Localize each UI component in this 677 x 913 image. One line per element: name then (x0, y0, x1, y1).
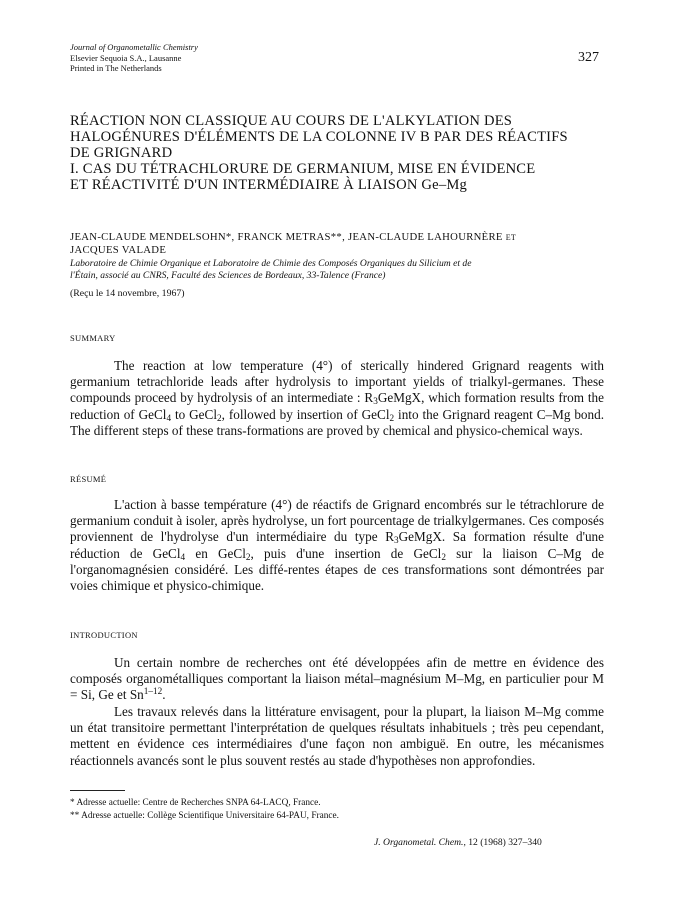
authors-line-2: JACQUES VALADE (70, 244, 167, 256)
summary-paragraph: The reaction at low temperature (4°) of sterically hindered Grignard reagents with germanium tetrachloride leads after hydrolysis to important yields of trialkyl-germanes. These compounds proceed by hydrolysis of an intermediate : $R_3GeMgX$, which formation results from the reduction of GeCl$_4$ to GeCl$_2$, followed by insertion of GeCl$_2$ into the Grignard reagent C–Mg bond. The different steps of these trans-formations are proved by chemical and physico-chemical ways. (70, 358, 605, 438)
footnote-1: * Adresse actuelle: Centre de Recherches SNPA 64-LACQ, France. (70, 798, 321, 808)
footnote-2: ** Adresse actuelle: Collège Scientifique Universitaire 64-PAU, France. (70, 810, 339, 821)
resume-paragraph: L'action à basse température (4°) de réactifs de Grignard encombrés sur le tétrachlorure de germanium conduit à isoler, après hydrolyse, un fort pourcentage de trialkylgermanes. Ces composés proviennent de l'hydrolyse d'un intermédiaire du type $R_3GeMgX$. Sa formation résulte d'une réduction de GeCl$_4$ en GeCl$_2$, puis d'une insertion de GeCl$_2$ sur la liaison C–Mg de l'organomagnésien considéré. Les diffé-rentes étapes de ces transformations sont démontrées par voies chimique et physico-chimique. (70, 497, 604, 594)
title-line-1: RÉACTION NON CLASSIQUE AU COURS DE L'ALKYLATION DES (70, 113, 513, 129)
title-line-4: I. CAS DU TÉTRACHLORURE DE GERMANIUM, MISE EN ÉVIDENCE (70, 161, 536, 177)
printed-line: Printed in The Netherlands (70, 63, 162, 73)
journal-header (70, 42, 198, 74)
authors-line-1: JEAN-CLAUDE MENDELSOHN*, FRANCK METRAS**, JEAN-CLAUDE LAHOURNÈRE (70, 231, 503, 243)
journal-citation: J. Organometal. Chem., 12 (1968) 327–340 (374, 837, 542, 848)
title-line-3: DE GRIGNARD (70, 145, 173, 161)
title-line-2: HALOGÉNURES D'ÉLÉMENTS DE LA COLONNE IV B PAR DES RÉACTIFS (70, 129, 568, 145)
journal-name: Journal of Organometallic Chemistry (70, 42, 198, 52)
received-date: (Reçu le 14 novembre, 1967) (70, 288, 185, 299)
author-list (70, 231, 615, 257)
title-line-5: ET RÉACTIVITÉ D'UN INTERMÉDIAIRE À LIAISON Ge–Mg (70, 177, 468, 193)
footnotes (70, 797, 339, 822)
introduction-heading: INTRODUCTION (70, 630, 138, 640)
affiliation-line-2: l'Étain, associé au CNRS, Faculté des Sciences de Bordeaux, 33-Talence (France) (70, 270, 386, 281)
introduction-paragraph-2: Les travaux relevés dans la littérature envisagent, pour la plupart, la liaison M–Mg comme un état transitoire permettant l'interprétation de quelques résultats inhabituels ; très peu cependant, mettent en évidence ces intermédiaires d'une façon non ambiguë. En outre, les mécanismes réactionnels avancés sont le plus souvent restés au stade d'hypothèses non approfondies. (70, 704, 604, 768)
summary-heading: SUMMARY (70, 333, 116, 343)
authors-conjunction: ET (505, 233, 517, 242)
affiliation (70, 258, 615, 282)
introduction-paragraph-1: Un certain nombre de recherches ont été développées afin de mettre en évidence des composés organométalliques comportant la liaison métal–magnésium M–Mg, en particulier pour M = Si, Ge et Sn$^{1-12}$. (70, 655, 604, 703)
publisher-line: Elsevier Sequoia S.A., Lausanne (70, 52, 182, 63)
page-number: 327 (578, 50, 599, 65)
resume-heading: RÉSUMÉ (70, 474, 107, 484)
article-title (70, 113, 615, 193)
affiliation-line-1: Laboratoire de Chimie Organique et Laboratoire de Chimie des Composés Organiques du Silicium et de (70, 258, 472, 269)
footnote-rule (70, 790, 125, 791)
